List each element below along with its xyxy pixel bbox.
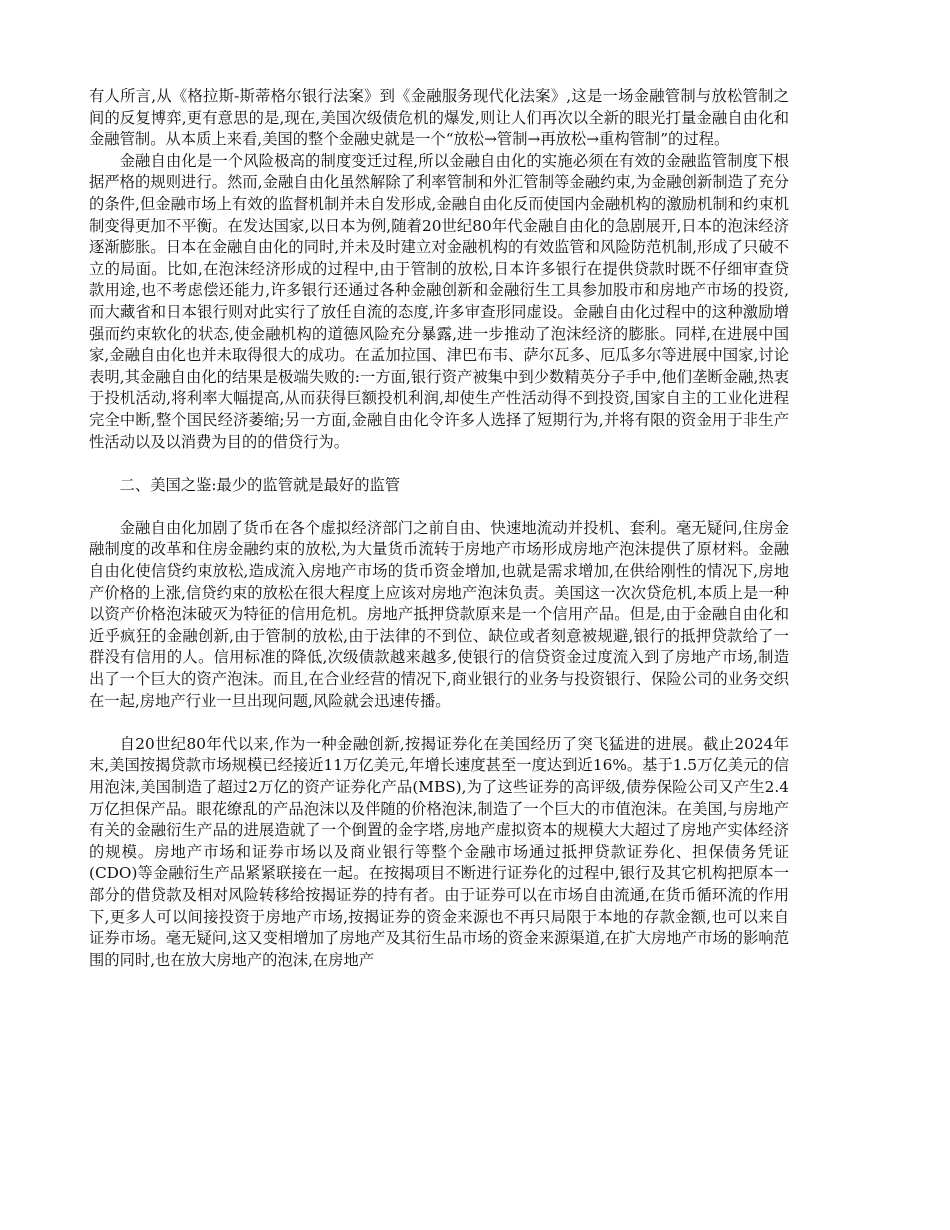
document-page — [89, 86, 789, 971]
paragraph-liberalization-risk: 金融自由化是一个风险极高的制度变迁过程,所以金融自由化的实施必须在有效的金融监管制度下根据严格的规则进行。然而,金融自由化虽然解除了利率管制和外汇管制等金融约束,为金融创新制造了充分的条件,但金融市场上有效的监督机制并未自发形成,金融自由化反而使国内金融机构的激励机制和约束机制变得更加不平衡。在发达国家,以日本为例,随着20世纪80年代金融自由化的急剧展开,日本的泡沫经济逐渐膨胀。日本在金融自由化的同时,并未及时建立对金融机构的有效监管和风险防范机制,形成了只破不立的局面。比如,在泡沫经济形成的过程中,由于管制的放松,日本许多银行在提供贷款时既不仔细审查贷款用途,也不考虑偿还能力,许多银行还通过各种金融创新和金融衍生工具参加股市和房地产市场的投资,而大藏省和日本银行则对此实行了放任自流的态度,许多审查形同虚设。金融自由化过程中的这种激励增强而约束软化的状态,使金融机构的道德风险充分暴露,进一步推动了泡沫经济的膨胀。同样,在进展中国家,金融自由化也并未取得很大的成功。在孟加拉国、津巴布韦、萨尔瓦多、厄瓜多尔等进展中国家,讨论表明,其金融自由化的结果是极端失败的:一方面,银行资产被集中到少数精英分子手中,他们垄断金融,热衷于投机活动,将利率大幅提高,从而获得巨额投机利润,却使生产性活动得不到投资,国家自主的工业化进程完全中断,整个国民经济萎缩;另一方面,金融自由化令许多人选择了短期行为,并将有限的资金用于非生产性活动以及以消费为目的的借贷行为。 — [89, 151, 789, 451]
spacer — [89, 712, 789, 734]
section-heading: 二、美国之鉴:最少的监管就是最好的监管 — [119, 475, 401, 494]
spacer — [89, 453, 789, 475]
spacer — [89, 496, 789, 518]
paragraph-securitization: 自20世纪80年代以来,作为一种金融创新,按揭证券化在美国经历了突飞猛进的进展。截止2024年末,美国按揭贷款市场规模已经接近11万亿美元,年增长速度甚至一度达到近16%。基于1.5万亿美元的信用泡沫,美国制造了超过2万亿的资产证券化产品(MBS),为了这些证券的高评级,债券保险公司又产生2.4万亿担保产品。眼花缭乱的产品泡沫以及伴随的价格泡沫,制造了一个巨大的市值泡沫。在美国,与房地产有关的金融衍生产品的进展造就了一个倒置的金字塔,房地产虚拟资本的规模大大超过了房地产实体经济的规模。房地产市场和证券市场以及商业银行等整个金融市场通过抵押贷款证券化、担保债务凭证(CDO)等金融衍生产品紧紧联接在一起。在按揭项目不断进行证券化的过程中,银行及其它机构把原本一部分的借贷款及相对风险转移给按揭证券的持有者。由于证券可以在市场自由流通,在货币循环流的作用下,更多人可以间接投资于房地产市场,按揭证券的资金来源也不再只局限于本地的存款金额,也可以来自证券市场。毫无疑问,这又变相增加了房地产及其衍生品市场的资金来源渠道,在扩大房地产市场的影响范围的同时,也在放大房地产的泡沫,在房地产 — [89, 734, 789, 969]
paragraph-intro: 有人所言,从《格拉斯-斯蒂格尔银行法案》到《金融服务现代化法案》,这是一场金融管制与放松管制之间的反复博弈,更有意思的是,现在,美国次级债危机的爆发,则让人们再次以全新的眼光打量金融自由化和金融管制。从本质上来看,美国的整个金融史就是一个“放松→管制→再放松→重构管制”的过程。 — [89, 87, 789, 149]
paragraph-subprime-crisis: 金融自由化加剧了货币在各个虚拟经济部门之前自由、快速地流动并投机、套利。毫无疑问,住房金融制度的改革和住房金融约束的放松,为大量货币流转于房地产市场形成房地产泡沫提供了原材料。金融自由化使信贷约束放松,造成流入房地产市场的货币资金增加,也就是需求增加,在供给刚性的情况下,房地产价格的上涨,信贷约束的放松在很大程度上应该对房地产泡沫负责。美国这一次次贷危机,本质上是一种以资产价格泡沫破灭为特征的信用危机。房地产抵押贷款原来是一个信用产品。但是,由于金融自由化和近乎疯狂的金融创新,由于管制的放松,由于法律的不到位、缺位或者刻意被规避,银行的抵押贷款给了一群没有信用的人。信用标准的降低,次级债款越来越多,使银行的信贷资金过度流入到了房地产市场,制造出了一个巨大的资产泡沫。而且,在合业经营的情况下,商业银行的业务与投资银行、保险公司的业务交织在一起,房地产行业一旦出现问题,风险就会迅速传播。 — [89, 518, 789, 710]
